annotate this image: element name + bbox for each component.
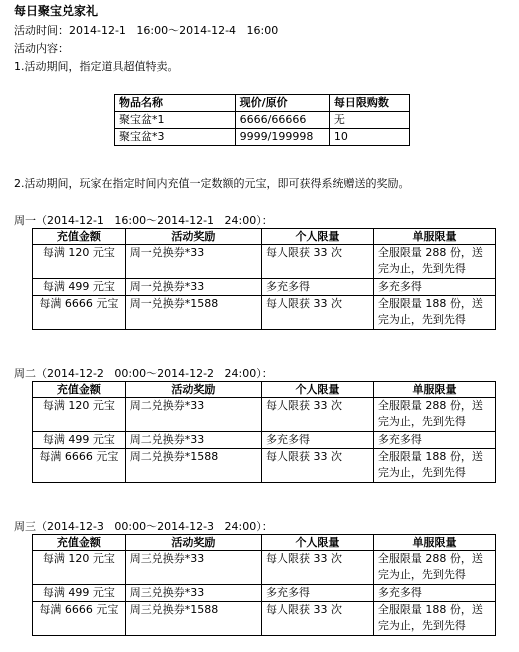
week-3-table: [32, 534, 496, 636]
activity-content-label: 活动内容：: [14, 42, 69, 55]
table-row: [33, 245, 496, 279]
cell-reward: 周一兑换券*1588: [125, 296, 261, 330]
header-reward: 活动奖励: [125, 229, 261, 245]
cell-price: 6666/66666: [235, 112, 329, 129]
cell-price: 9999/199998: [235, 129, 329, 146]
header-recharge-amount: 充值金额: [33, 229, 126, 245]
week-1-heading: 周一（2014-12-1 16:00～2014-12-1 24:00）：: [14, 214, 273, 227]
cell-recharge-amount: 每满 6666 元宝: [33, 449, 126, 483]
cell-personal-limit: 每人限获 33 次: [261, 602, 373, 636]
header-server-limit: 单服限量: [373, 535, 495, 551]
cell-personal-limit: 每人限获 33 次: [261, 398, 373, 432]
cell-server-limit: 全服限量 288 份，送完为止，先到先得: [373, 551, 495, 585]
header-item-name: 物品名称: [115, 95, 236, 112]
cell-server-limit: 多充多得: [373, 432, 495, 449]
week-1-table: [32, 228, 496, 330]
week-3-heading: 周三（2014-12-3 00:00～2014-12-3 24:00）：: [14, 520, 273, 533]
header-reward: 活动奖励: [125, 535, 261, 551]
cell-server-limit: 全服限量 188 份，送完为止，先到先得: [373, 602, 495, 636]
cell-reward: 周三兑换券*33: [125, 585, 261, 602]
cell-reward: 周二兑换券*33: [125, 432, 261, 449]
header-daily-limit: 每日限购数: [329, 95, 409, 112]
table-row: [115, 112, 410, 129]
cell-item-name: 聚宝盆*3: [115, 129, 236, 146]
cell-reward: 周三兑换券*1588: [125, 602, 261, 636]
cell-reward: 周三兑换券*33: [125, 551, 261, 585]
table-row: [33, 432, 496, 449]
table-row: [33, 296, 496, 330]
cell-server-limit: 全服限量 188 份，送完为止，先到先得: [373, 449, 495, 483]
items-table: [114, 94, 410, 146]
cell-personal-limit: 每人限获 33 次: [261, 296, 373, 330]
cell-recharge-amount: 每满 120 元宝: [33, 245, 126, 279]
table-header-row: [33, 382, 496, 398]
cell-reward: 周一兑换券*33: [125, 279, 261, 296]
table-header-row: [33, 229, 496, 245]
cell-recharge-amount: 每满 6666 元宝: [33, 296, 126, 330]
cell-item-name: 聚宝盆*1: [115, 112, 236, 129]
cell-personal-limit: 多充多得: [261, 585, 373, 602]
table-row: [33, 602, 496, 636]
table-row: [115, 129, 410, 146]
section-1-text: 1.活动期间，指定道具超值特卖。: [14, 60, 179, 73]
week-2-table: [32, 381, 496, 483]
header-reward: 活动奖励: [125, 382, 261, 398]
cell-personal-limit: 每人限获 33 次: [261, 551, 373, 585]
cell-recharge-amount: 每满 499 元宝: [33, 432, 126, 449]
cell-recharge-amount: 每满 499 元宝: [33, 279, 126, 296]
cell-recharge-amount: 每满 120 元宝: [33, 398, 126, 432]
table-row: [33, 585, 496, 602]
table-row: [33, 398, 496, 432]
header-personal-limit: 个人限量: [261, 535, 373, 551]
document-title: 每日聚宝兑家礼: [14, 4, 99, 18]
table-row: [33, 449, 496, 483]
header-server-limit: 单服限量: [373, 229, 495, 245]
cell-recharge-amount: 每满 499 元宝: [33, 585, 126, 602]
cell-personal-limit: 多充多得: [261, 432, 373, 449]
cell-reward: 周二兑换券*1588: [125, 449, 261, 483]
cell-server-limit: 全服限量 288 份，送完为止，先到先得: [373, 398, 495, 432]
activity-time: 活动时间：2014-12-1 16:00～2014-12-4 16:00: [14, 24, 279, 37]
cell-daily-limit: 无: [329, 112, 409, 129]
section-2-text: 2.活动期间，玩家在指定时间内充值一定数额的元宝，即可获得系统赠送的奖励。: [14, 177, 410, 190]
cell-personal-limit: 每人限获 33 次: [261, 449, 373, 483]
header-personal-limit: 个人限量: [261, 229, 373, 245]
table-header-row: [33, 535, 496, 551]
table-header-row: [115, 95, 410, 112]
header-recharge-amount: 充值金额: [33, 535, 126, 551]
cell-reward: 周一兑换券*33: [125, 245, 261, 279]
cell-personal-limit: 多充多得: [261, 279, 373, 296]
header-recharge-amount: 充值金额: [33, 382, 126, 398]
table-row: [33, 551, 496, 585]
header-price: 现价/原价: [235, 95, 329, 112]
cell-server-limit: 多充多得: [373, 585, 495, 602]
cell-recharge-amount: 每满 6666 元宝: [33, 602, 126, 636]
cell-reward: 周二兑换券*33: [125, 398, 261, 432]
cell-server-limit: 多充多得: [373, 279, 495, 296]
cell-personal-limit: 每人限获 33 次: [261, 245, 373, 279]
week-2-heading: 周二（2014-12-2 00:00～2014-12-2 24:00）：: [14, 367, 273, 380]
cell-recharge-amount: 每满 120 元宝: [33, 551, 126, 585]
header-personal-limit: 个人限量: [261, 382, 373, 398]
cell-server-limit: 全服限量 288 份，送完为止，先到先得: [373, 245, 495, 279]
header-server-limit: 单服限量: [373, 382, 495, 398]
table-row: [33, 279, 496, 296]
cell-daily-limit: 10: [329, 129, 409, 146]
cell-server-limit: 全服限量 188 份，送完为止，先到先得: [373, 296, 495, 330]
